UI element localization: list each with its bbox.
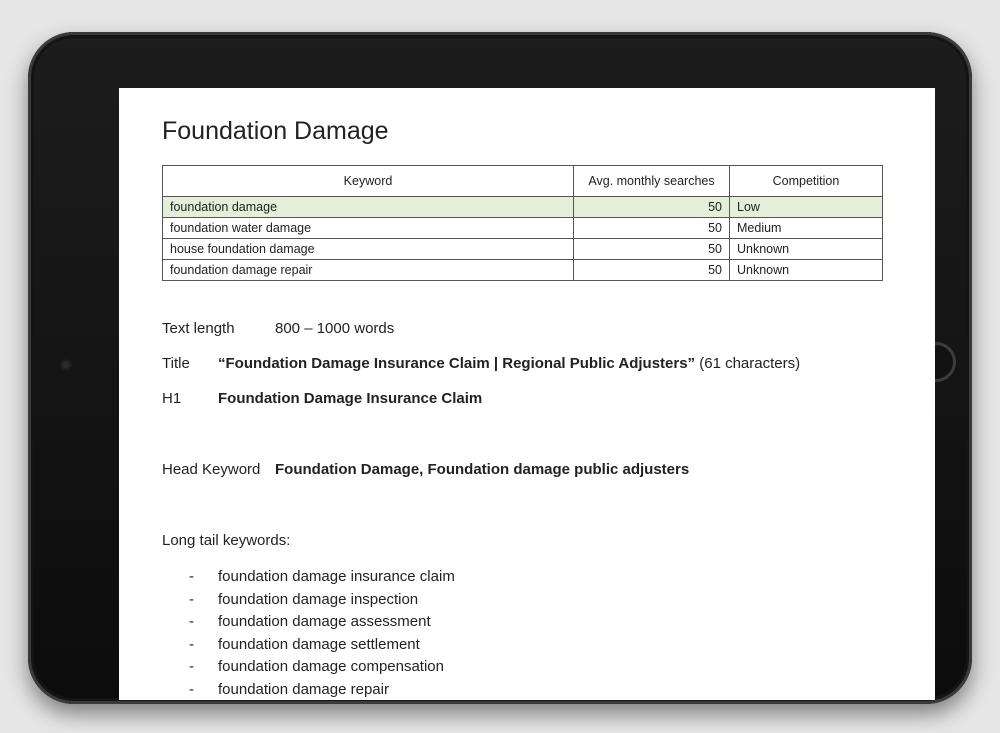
bullet-dash: - bbox=[189, 590, 194, 608]
h1-line bbox=[162, 390, 482, 407]
title-value: “Foundation Damage Insurance Claim | Regional Public Adjusters” bbox=[218, 355, 696, 372]
long-tail-heading: Long tail keywords: bbox=[162, 532, 291, 549]
head-keyword-label: Head Keyword bbox=[162, 461, 261, 478]
list-item-text: foundation damage repair bbox=[218, 680, 389, 698]
document-screen bbox=[119, 88, 935, 700]
text-length-line bbox=[162, 320, 394, 337]
text-length-label: Text length bbox=[162, 320, 235, 337]
table-row bbox=[163, 260, 883, 281]
searches-cell: 50 bbox=[574, 218, 730, 239]
list-item bbox=[162, 656, 455, 679]
list-item bbox=[162, 679, 455, 700]
bullet-dash: - bbox=[189, 635, 194, 653]
searches-cell: 50 bbox=[574, 197, 730, 218]
bullet-dash: - bbox=[189, 613, 194, 631]
title-note: (61 characters) bbox=[699, 355, 801, 372]
competition-cell: Medium bbox=[730, 218, 883, 239]
h1-value: Foundation Damage Insurance Claim bbox=[218, 390, 483, 407]
list-item bbox=[162, 634, 455, 657]
bullet-dash: - bbox=[189, 680, 194, 698]
competition-cell: Unknown bbox=[730, 260, 883, 281]
searches-cell: 50 bbox=[574, 239, 730, 260]
camera-icon bbox=[61, 360, 71, 370]
keyword-table bbox=[162, 165, 883, 281]
long-tail-list bbox=[162, 566, 455, 700]
table-row bbox=[163, 197, 883, 218]
column-header-searches: Avg. monthly searches bbox=[574, 166, 730, 197]
page-title: Foundation Damage bbox=[162, 117, 389, 145]
list-item-text: foundation damage insurance claim bbox=[218, 568, 455, 585]
competition-cell: Low bbox=[730, 197, 883, 218]
keyword-cell: foundation damage repair bbox=[163, 260, 574, 281]
list-item-text: foundation damage assessment bbox=[218, 613, 431, 631]
column-header-competition: Competition bbox=[730, 166, 883, 197]
h1-label: H1 bbox=[162, 390, 182, 407]
list-item bbox=[162, 611, 455, 634]
head-keyword-line bbox=[162, 461, 689, 478]
bullet-dash: - bbox=[189, 568, 194, 585]
column-header-keyword: Keyword bbox=[163, 166, 574, 197]
list-item-text: foundation damage compensation bbox=[218, 658, 444, 676]
list-item bbox=[162, 589, 455, 612]
table-row bbox=[163, 218, 883, 239]
text-length-value: 800 – 1000 words bbox=[275, 320, 395, 337]
keyword-cell: foundation damage bbox=[163, 197, 574, 218]
list-item bbox=[162, 566, 455, 589]
table-row bbox=[163, 239, 883, 260]
searches-cell: 50 bbox=[574, 260, 730, 281]
bullet-dash: - bbox=[189, 658, 194, 676]
tablet-frame bbox=[28, 32, 972, 704]
table-header-row bbox=[163, 166, 883, 197]
list-item-text: foundation damage inspection bbox=[218, 590, 419, 608]
competition-cell: Unknown bbox=[730, 239, 883, 260]
title-label: Title bbox=[162, 355, 190, 372]
keyword-cell: house foundation damage bbox=[163, 239, 574, 260]
keyword-cell: foundation water damage bbox=[163, 218, 574, 239]
title-line bbox=[162, 355, 800, 372]
list-item-text: foundation damage settlement bbox=[218, 635, 420, 653]
head-keyword-value: Foundation Damage, Foundation damage public adjusters bbox=[275, 461, 690, 478]
